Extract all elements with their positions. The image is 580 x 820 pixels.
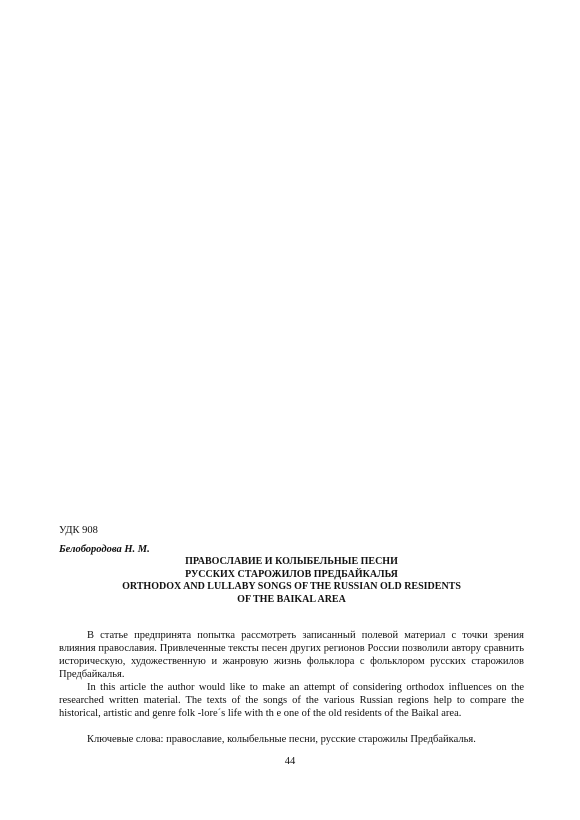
article-title [59,556,524,606]
udk-code: УДК 908 [59,525,98,536]
title-ru-line-2: РУССКИХ СТАРОЖИЛОВ ПРЕДБАЙКАЛЬЯ [185,568,398,580]
title-ru-line-1: ПРАВОСЛАВИЕ И КОЛЫБЕЛЬНЫЕ ПЕСНИ [185,556,398,567]
title-en-line-2: OF THE BAIKAL AREA [237,593,346,605]
abstract-english: In this article the author would like to make an attempt of considering orthodox influences on the researched written material. The texts of the songs of the various Russian regions help to compare the historical, artistic and genre folk -lore´s life with th e one of the old residents of the Baikal area. [59,682,524,719]
keywords: Ключевые слова: православие, колыбельные песни, русские старожилы Предбайкалья. [87,734,476,745]
abstract-russian: В статье предпринята попытка рассмотреть записанный полевой материал с точки зрения влияния православия. Привлеченные тексты песен других регионов России позволили автору сравнить историческую, художественную и жанровую жизнь фольклора с фольклором русских старожилов Предбайкалья. [59,630,524,680]
title-en-line-1: ORTHODOX AND LULLABY SONGS OF THE RUSSIAN OLD RESIDENTS [122,581,461,592]
author-name: Белобородова Н. М. [59,544,150,555]
page-number: 44 [284,756,296,767]
